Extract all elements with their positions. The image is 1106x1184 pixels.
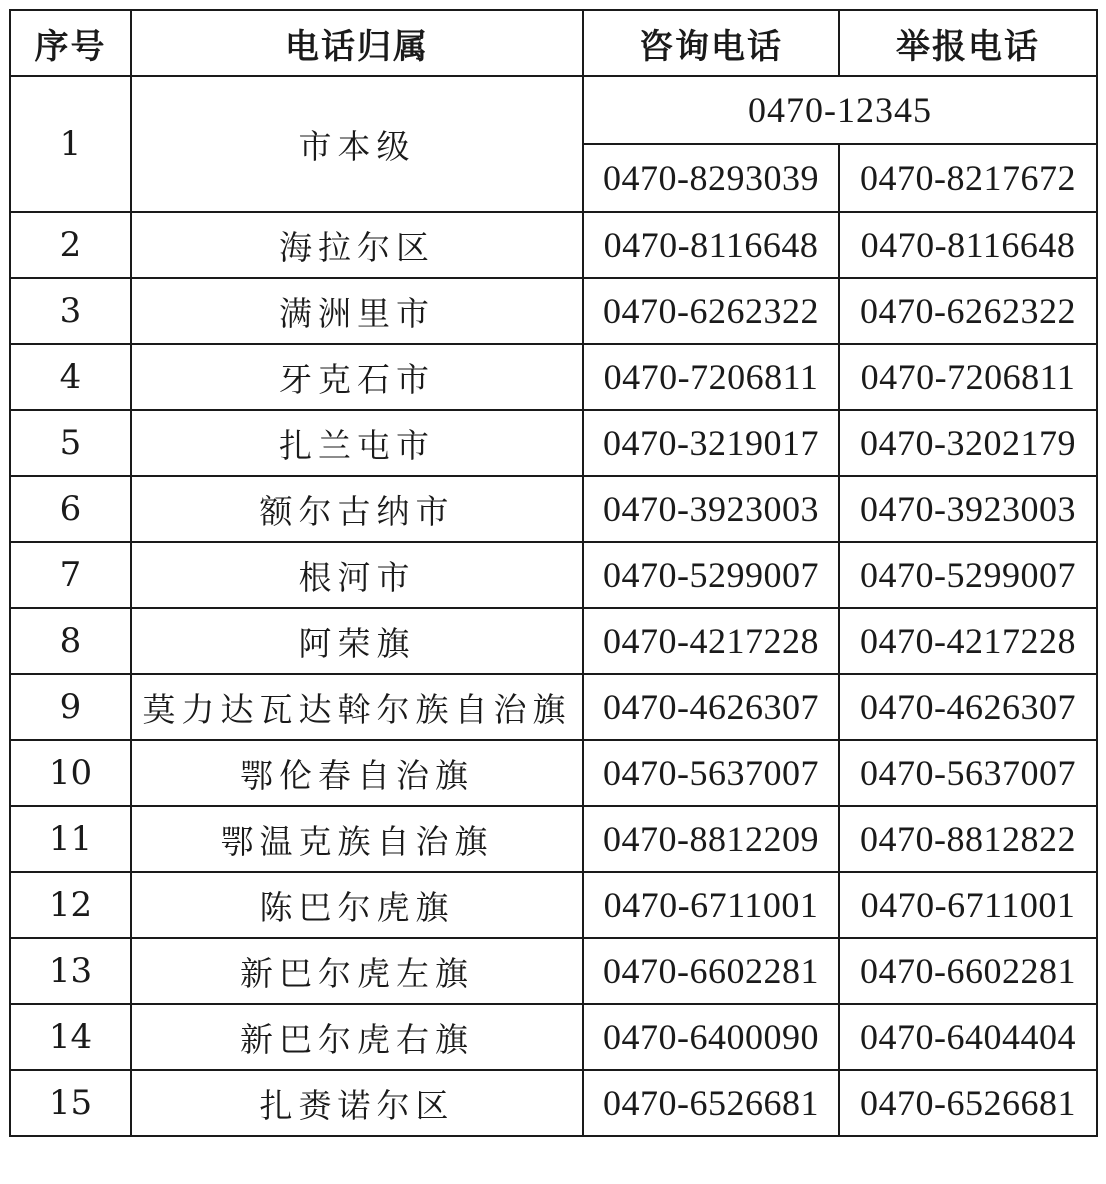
consult-phone: 0470-6400090 xyxy=(583,1004,839,1070)
table-row xyxy=(10,76,1097,144)
row-number: 10 xyxy=(10,740,131,806)
table-row xyxy=(10,410,1097,476)
row-location: 牙克石市 xyxy=(131,344,583,410)
header-report-phone: 举报电话 xyxy=(839,10,1097,76)
table-row xyxy=(10,476,1097,542)
consult-phone: 0470-8812209 xyxy=(583,806,839,872)
consult-phone: 0470-5637007 xyxy=(583,740,839,806)
consult-phone: 0470-6602281 xyxy=(583,938,839,1004)
report-phone: 0470-6602281 xyxy=(839,938,1097,1004)
report-phone: 0470-6262322 xyxy=(839,278,1097,344)
row-number: 13 xyxy=(10,938,131,1004)
row-number: 1 xyxy=(10,76,131,212)
report-phone: 0470-7206811 xyxy=(839,344,1097,410)
consult-phone: 0470-5299007 xyxy=(583,542,839,608)
row-number: 3 xyxy=(10,278,131,344)
row-location: 鄂伦春自治旗 xyxy=(131,740,583,806)
consult-phone: 0470-7206811 xyxy=(583,344,839,410)
row-location: 新巴尔虎右旗 xyxy=(131,1004,583,1070)
row-number: 8 xyxy=(10,608,131,674)
row-location: 扎赉诺尔区 xyxy=(131,1070,583,1136)
row-location: 满洲里市 xyxy=(131,278,583,344)
report-phone: 0470-8812822 xyxy=(839,806,1097,872)
header-location: 电话归属 xyxy=(131,10,583,76)
row-location: 陈巴尔虎旗 xyxy=(131,872,583,938)
hotline-number: 0470-12345 xyxy=(583,76,1097,144)
table-row xyxy=(10,872,1097,938)
table-row xyxy=(10,344,1097,410)
report-phone: 0470-5299007 xyxy=(839,542,1097,608)
table-row xyxy=(10,1070,1097,1136)
table-row xyxy=(10,542,1097,608)
row-number: 12 xyxy=(10,872,131,938)
header-no: 序号 xyxy=(10,10,131,76)
phone-directory-table xyxy=(9,9,1098,1137)
consult-phone: 0470-6711001 xyxy=(583,872,839,938)
header-consult-phone: 咨询电话 xyxy=(583,10,839,76)
report-phone: 0470-6711001 xyxy=(839,872,1097,938)
row-location: 莫力达瓦达斡尔族自治旗 xyxy=(131,674,583,740)
report-phone: 0470-3202179 xyxy=(839,410,1097,476)
table-row xyxy=(10,212,1097,278)
row-number: 6 xyxy=(10,476,131,542)
table-row xyxy=(10,674,1097,740)
report-phone: 0470-4217228 xyxy=(839,608,1097,674)
report-phone: 0470-8116648 xyxy=(839,212,1097,278)
row-location: 新巴尔虎左旗 xyxy=(131,938,583,1004)
row-location: 阿荣旗 xyxy=(131,608,583,674)
table-row xyxy=(10,740,1097,806)
row-number: 14 xyxy=(10,1004,131,1070)
report-phone: 0470-8217672 xyxy=(839,144,1097,212)
report-phone: 0470-3923003 xyxy=(839,476,1097,542)
row-location: 额尔古纳市 xyxy=(131,476,583,542)
consult-phone: 0470-6526681 xyxy=(583,1070,839,1136)
consult-phone: 0470-8116648 xyxy=(583,212,839,278)
table-row xyxy=(10,608,1097,674)
header-row xyxy=(10,10,1097,76)
row-location: 根河市 xyxy=(131,542,583,608)
table-body xyxy=(10,76,1097,1136)
row-location: 海拉尔区 xyxy=(131,212,583,278)
table-row xyxy=(10,278,1097,344)
table-row xyxy=(10,938,1097,1004)
consult-phone: 0470-3219017 xyxy=(583,410,839,476)
row-number: 7 xyxy=(10,542,131,608)
report-phone: 0470-6404404 xyxy=(839,1004,1097,1070)
row-number: 5 xyxy=(10,410,131,476)
table-row xyxy=(10,806,1097,872)
consult-phone: 0470-4217228 xyxy=(583,608,839,674)
consult-phone: 0470-3923003 xyxy=(583,476,839,542)
row-number: 11 xyxy=(10,806,131,872)
row-location: 鄂温克族自治旗 xyxy=(131,806,583,872)
row-number: 15 xyxy=(10,1070,131,1136)
row-number: 4 xyxy=(10,344,131,410)
consult-phone: 0470-4626307 xyxy=(583,674,839,740)
row-location: 扎兰屯市 xyxy=(131,410,583,476)
report-phone: 0470-4626307 xyxy=(839,674,1097,740)
report-phone: 0470-6526681 xyxy=(839,1070,1097,1136)
row-location: 市本级 xyxy=(131,76,583,212)
report-phone: 0470-5637007 xyxy=(839,740,1097,806)
consult-phone: 0470-8293039 xyxy=(583,144,839,212)
row-number: 2 xyxy=(10,212,131,278)
table-row xyxy=(10,1004,1097,1070)
consult-phone: 0470-6262322 xyxy=(583,278,839,344)
row-number: 9 xyxy=(10,674,131,740)
